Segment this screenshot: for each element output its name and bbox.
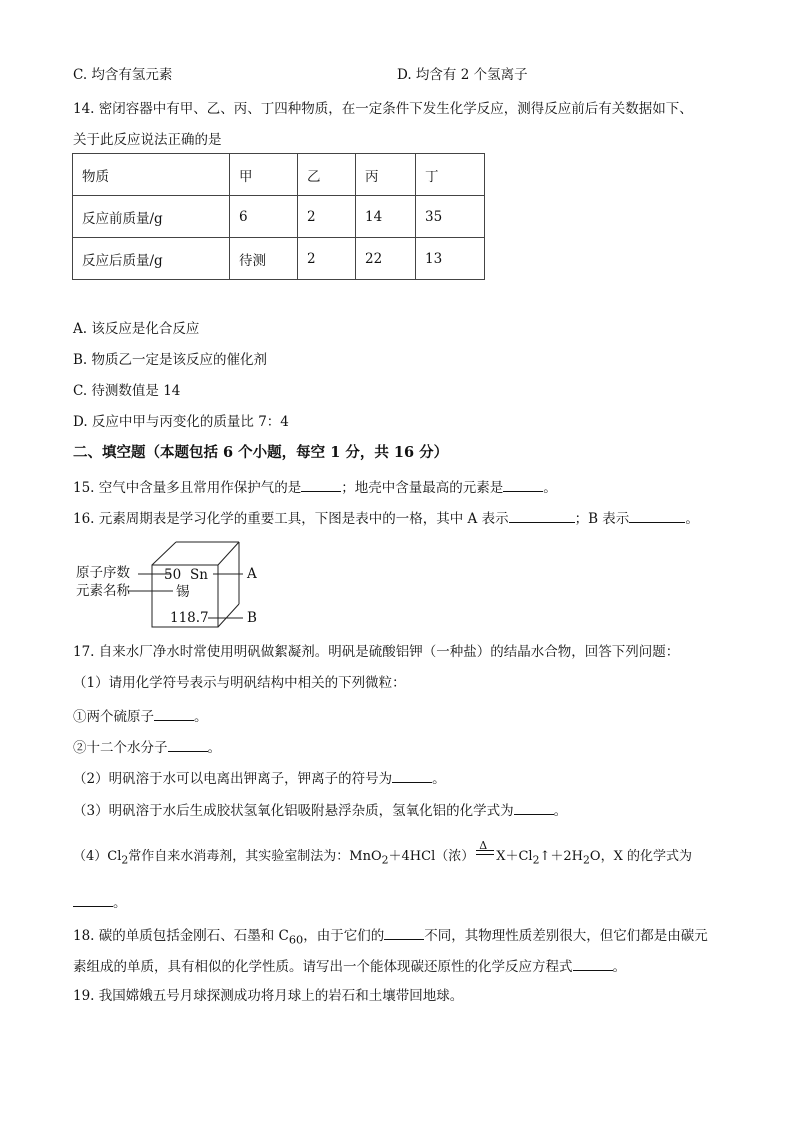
- table-cell: 14: [356, 196, 416, 238]
- answer-blank[interactable]: [503, 477, 543, 492]
- q17-sub3: [73, 800, 567, 820]
- table-cell: 丁: [416, 154, 485, 196]
- q16-text-2: ；B 表示: [574, 511, 630, 527]
- answer-blank[interactable]: [514, 800, 554, 815]
- marker-b: B: [247, 610, 257, 626]
- answer-blank[interactable]: [168, 737, 208, 752]
- element-symbol: Sn: [190, 567, 208, 583]
- table-cell: 2: [298, 238, 356, 280]
- q17-sub1: （1）请用化学符号表示与明矾结构中相关的下列微粒：: [73, 675, 406, 691]
- q17-sub2-text: （2）明矾溶于水可以电离出钾离子，钾离子的符号为: [73, 771, 393, 787]
- q16-stem: [73, 508, 699, 528]
- table-header-row: [73, 154, 485, 196]
- q19-stem: 19. 我国嫦娥五号月球探测成功将月球上的岩石和土壤带回地球。: [73, 988, 464, 1004]
- q15-text-1: 15. 空气中含量多且常用作保护气的是: [73, 480, 302, 496]
- q17-item1-text: ①两个硫原子: [73, 709, 154, 725]
- q17-sub4-text: （4）Cl: [73, 849, 122, 864]
- element-name: 锡: [176, 584, 190, 600]
- q14-option-b: B. 物质乙一定是该反应的催化剂: [73, 352, 268, 368]
- table-cell: 甲: [230, 154, 298, 196]
- atomic-mass: 118.7: [170, 610, 209, 626]
- q14-stem-line2: 关于此反应说法正确的是: [73, 132, 222, 148]
- q17-item2-text: ②十二个水分子: [73, 740, 168, 756]
- q17-sub4: [73, 839, 692, 870]
- q14-stem-line1: 14. 密闭容器中有甲、乙、丙、丁四种物质，在一定条件下发生化学反应，测得反应前后有关数据如下、: [73, 101, 693, 117]
- period: 。: [553, 803, 568, 819]
- label-atomic-number: 原子序数: [76, 565, 130, 581]
- q17-item2: [73, 737, 221, 757]
- table-row: [73, 196, 485, 238]
- q18-line2: [73, 956, 626, 976]
- period: 。: [612, 959, 626, 975]
- heating-condition-sign: [474, 839, 496, 863]
- q17-sub4-text: 常作自来水消毒剂，其实验室制法为：MnO: [128, 849, 382, 864]
- q18-text-2: ，由于它们的: [303, 928, 385, 944]
- q17-sub4-text: O，X 的化学式为: [589, 849, 692, 864]
- table-cell: 2: [298, 196, 356, 238]
- q16-text-1: 16. 元素周期表是学习化学的重要工具，下图是表中的一格，其中 A 表示: [73, 511, 509, 527]
- q14-option-d: D. 反应中甲与丙变化的质量比 7：4: [73, 414, 289, 430]
- q15-text-2: ；地壳中含量最高的元素是: [341, 480, 504, 496]
- period: 。: [194, 709, 208, 725]
- q17-item1: [73, 706, 208, 726]
- answer-blank[interactable]: [629, 508, 685, 523]
- atomic-number: 50: [164, 567, 182, 583]
- q14-option-c: C. 待测数值是 14: [73, 383, 181, 399]
- answer-blank[interactable]: [301, 477, 341, 492]
- table-cell: 丙: [356, 154, 416, 196]
- answer-blank[interactable]: [73, 892, 113, 907]
- table-row: [73, 238, 485, 280]
- period: 。: [113, 895, 127, 911]
- answer-blank[interactable]: [509, 508, 575, 523]
- label-element-name: 元素名称: [76, 583, 130, 599]
- subscript: 2: [583, 853, 590, 867]
- section-title: 二、填空题（本题包括 6 个小题，每空 1 分，共 16 分）: [73, 444, 449, 461]
- q13-option-c: C. 均含有氢元素: [73, 67, 173, 83]
- q17-sub4-text: ↑＋2H: [539, 849, 584, 864]
- q18-text-4: 素组成的单质，具有相似的化学性质。请写出一个能体现碳还原性的化学反应方程式: [73, 959, 573, 975]
- table-cell: 物质: [73, 154, 230, 196]
- marker-a: A: [247, 566, 257, 582]
- table-cell: 6: [230, 196, 298, 238]
- element-cell-figure: [72, 538, 272, 630]
- answer-blank[interactable]: [392, 768, 432, 783]
- table-cell: 乙: [298, 154, 356, 196]
- q17-sub4-text: X＋Cl: [496, 849, 533, 864]
- q17-sub4-text: ＋4HCl（浓）: [388, 849, 475, 864]
- q18-line1: [73, 925, 708, 950]
- table-cell: 待测: [230, 238, 298, 280]
- q18-text-3: 不同，其物理性质差别很大，但它们都是由碳元: [424, 928, 708, 944]
- table-cell: 13: [416, 238, 485, 280]
- subscript: 2: [121, 853, 129, 867]
- subscript: 60: [288, 933, 304, 947]
- answer-blank[interactable]: [154, 706, 194, 721]
- q17-sub2: [73, 768, 446, 788]
- q14-option-a: A. 该反应是化合反应: [73, 321, 200, 337]
- q18-text-1: 18. 碳的单质包括金刚石、石墨和 C: [73, 928, 289, 944]
- period: 。: [207, 740, 221, 756]
- q13-option-d: D. 均含有 2 个氢离子: [397, 67, 528, 83]
- table-cell: 反应后质量/g: [73, 238, 230, 280]
- subscript: 2: [532, 853, 540, 867]
- q17-sub4-answer: [73, 892, 127, 912]
- table-cell: 反应前质量/g: [73, 196, 230, 238]
- subscript: 2: [381, 853, 389, 867]
- q15-stem: [73, 477, 557, 497]
- delta-symbol: Δ: [479, 839, 488, 852]
- table-cell: 22: [356, 238, 416, 280]
- q15-text-3: 。: [543, 480, 557, 496]
- q17-sub3-text: （3）明矾溶于水后生成胶状氢氧化铝吸附悬浮杂质，氢氧化铝的化学式为: [73, 803, 514, 819]
- q16-text-3: 。: [685, 511, 699, 527]
- answer-blank[interactable]: [384, 925, 424, 940]
- table-cell: 35: [416, 196, 485, 238]
- q17-stem: 17. 自来水厂净水时常使用明矾做絮凝剂。明矾是硫酸铝钾（一种盐）的结晶水合物，回答下列问题：: [73, 644, 680, 660]
- answer-blank[interactable]: [573, 956, 613, 971]
- q14-data-table: [72, 153, 485, 280]
- period: 。: [432, 771, 446, 787]
